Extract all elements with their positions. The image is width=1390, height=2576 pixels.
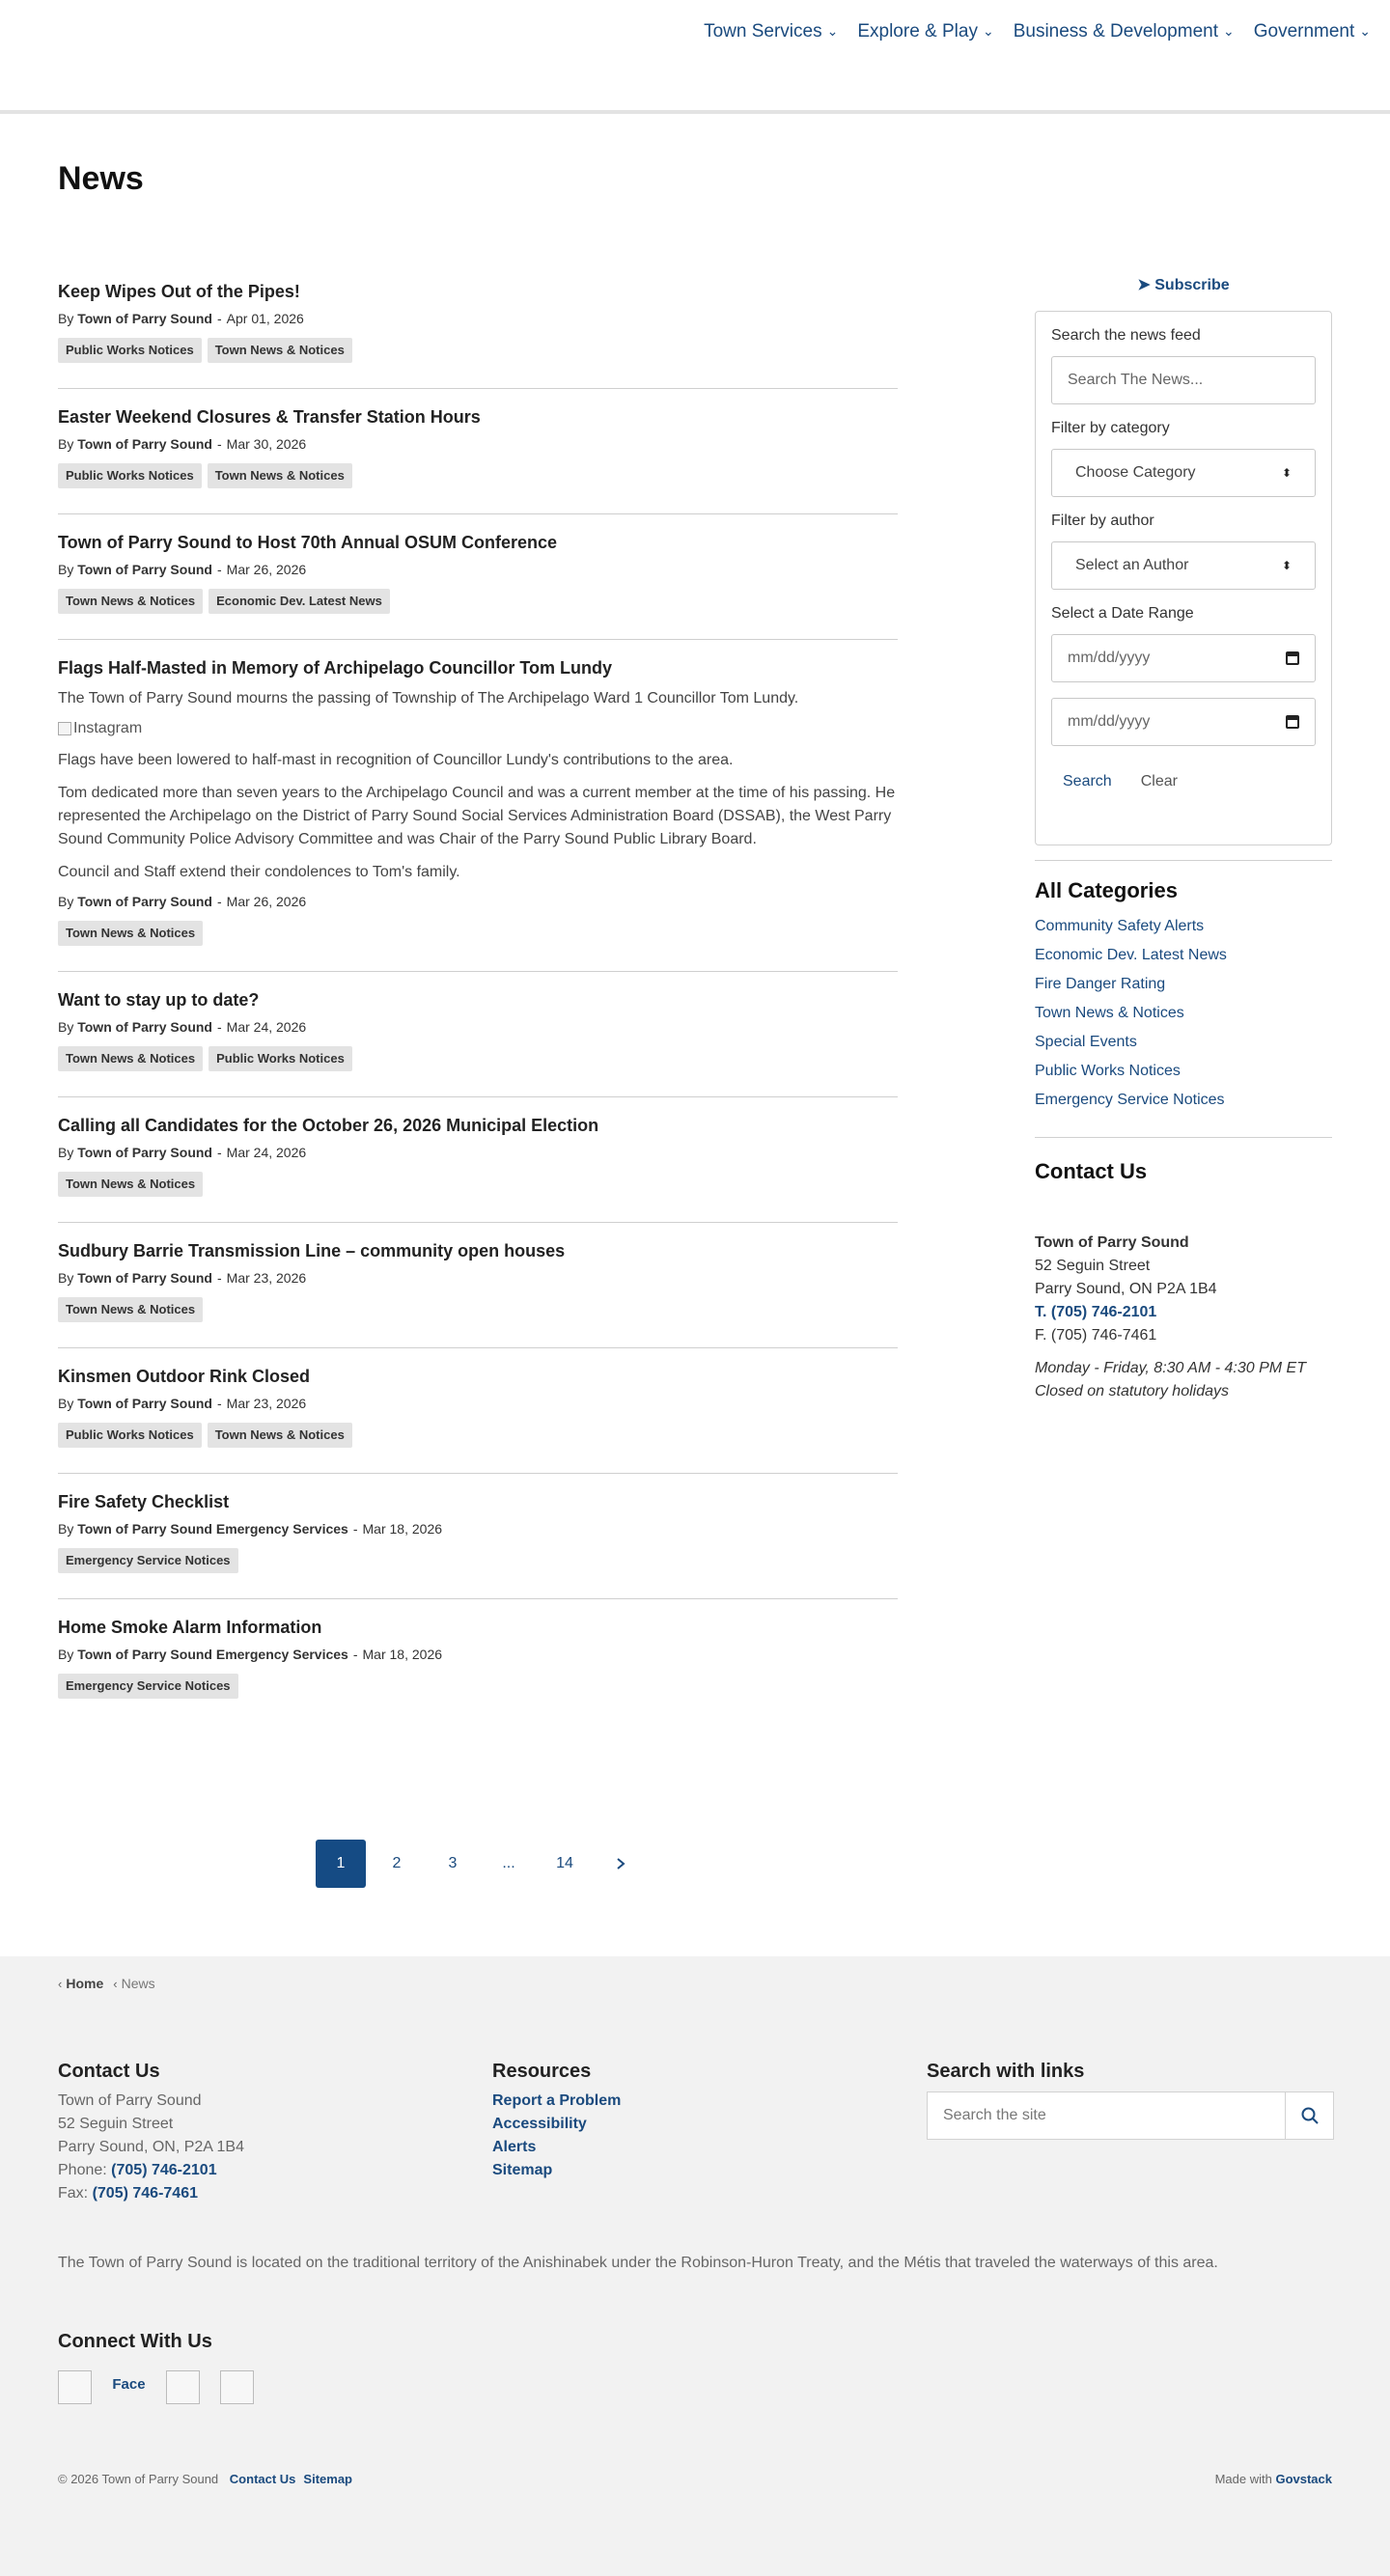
search-button[interactable]: Search	[1063, 773, 1112, 789]
footer-street: 52 Seguin Street	[58, 2116, 174, 2132]
article-byline	[58, 1145, 898, 1160]
chevron-down-icon: ⌄	[826, 22, 839, 39]
made-with	[1215, 2472, 1332, 2486]
facebook-alt: Face	[112, 2376, 146, 2393]
divider	[1035, 860, 1332, 861]
resources-heading: Resources	[492, 2061, 592, 2082]
excerpt-paragraph: Council and Staff extend their condolences to Tom's family.	[58, 864, 460, 880]
category-list	[1035, 917, 1227, 1120]
byline-separator: -	[216, 311, 222, 326]
article-date: Mar 23, 2026	[226, 1396, 307, 1411]
byline-separator: -	[352, 1521, 358, 1537]
article-excerpt	[58, 687, 898, 884]
article-byline	[58, 1396, 898, 1411]
breadcrumb	[58, 1976, 155, 1991]
article-tags	[58, 1172, 898, 1197]
sidebar-contact	[1035, 1232, 1306, 1403]
article-tags	[58, 1423, 898, 1448]
resource-link[interactable]: Alerts	[492, 2139, 537, 2155]
news-filter-box	[1035, 311, 1332, 845]
category-tag[interactable]: Town News & Notices	[208, 463, 352, 488]
article-tags	[58, 589, 898, 614]
page-title: News	[58, 160, 144, 197]
article-byline	[58, 436, 898, 452]
news-article	[58, 658, 898, 972]
byline-separator: -	[216, 436, 222, 452]
nav-business-development[interactable]	[1014, 21, 1235, 42]
date-range-label: Select a Date Range	[1051, 605, 1194, 622]
image-icon	[58, 722, 71, 735]
date-placeholder: mm/dd/yyyy	[1068, 650, 1151, 666]
byline-separator: -	[216, 1145, 222, 1160]
article-title-link[interactable]: Want to stay up to date?	[58, 990, 260, 1010]
byline-separator: -	[216, 1270, 222, 1286]
article-author-link[interactable]: Town of Parry Sound	[77, 1396, 212, 1411]
news-article	[58, 1241, 898, 1348]
next-page-button[interactable]	[596, 1840, 646, 1888]
excerpt-paragraph: The Town of Parry Sound mourns the passing of Township of The Archipelago Ward 1 Councillor Tom Lundy.	[58, 690, 799, 706]
category-tag[interactable]: Town News & Notices	[58, 1172, 203, 1197]
footer-search	[927, 2061, 1334, 2140]
select-arrows-icon: ⬍	[1281, 559, 1292, 572]
article-author-link[interactable]: Town of Parry Sound Emergency Services	[77, 1647, 348, 1662]
social-link-3[interactable]	[166, 2370, 200, 2404]
article-author-link[interactable]: Town of Parry Sound Emergency Services	[77, 1521, 348, 1537]
article-tags	[58, 1046, 898, 1071]
made-with-label: Made with	[1214, 2472, 1272, 2486]
contact-holidays: Closed on statutory holidays	[1035, 1383, 1229, 1399]
contact-hours: Monday - Friday, 8:30 AM - 4:30 PM ET	[1035, 1360, 1306, 1376]
calendar-icon[interactable]	[1286, 651, 1299, 665]
page-button[interactable]: 2	[392, 1855, 402, 1871]
category-select[interactable]	[1051, 449, 1316, 497]
nav-town-services[interactable]	[704, 21, 838, 42]
nav-label: Town Services	[704, 21, 822, 42]
author-value: Select an Author	[1075, 557, 1189, 573]
site-search-input[interactable]	[927, 2091, 1286, 2140]
image-alt-text: Instagram	[73, 720, 143, 736]
chevron-left-icon: ‹	[113, 1976, 118, 1991]
social-link-1[interactable]	[58, 2370, 92, 2404]
category-tag[interactable]: Emergency Service Notices	[58, 1674, 238, 1699]
category-value: Choose Category	[1075, 464, 1196, 481]
date-from-input[interactable]	[1051, 634, 1316, 682]
footer-phone-row	[58, 2159, 244, 2182]
article-tags	[58, 921, 898, 946]
site-search-placeholder: Search the site	[943, 2107, 1046, 2123]
article-title-link[interactable]: Sudbury Barrie Transmission Line – community open houses	[58, 1241, 566, 1260]
category-link[interactable]: Community Safety Alerts	[1035, 918, 1205, 934]
category-link[interactable]: Special Events	[1035, 1034, 1137, 1050]
subscribe-link[interactable]	[1035, 275, 1332, 294]
byline-prefix: By	[58, 1019, 74, 1035]
article-author-link[interactable]: Town of Parry Sound	[77, 436, 212, 452]
social-links	[58, 2370, 254, 2404]
page-button[interactable]: 3	[448, 1855, 458, 1871]
footer-contact-heading: Contact Us	[58, 2061, 160, 2082]
chevron-down-icon: ⌄	[1359, 22, 1371, 39]
article-title-link[interactable]: Easter Weekend Closures & Transfer Station Hours	[58, 407, 481, 427]
resource-link[interactable]: Report a Problem	[492, 2092, 622, 2109]
article-byline	[58, 1019, 898, 1035]
article-date: Mar 30, 2026	[226, 436, 307, 452]
site-footer	[0, 1956, 1390, 2576]
article-date: Mar 26, 2026	[226, 562, 307, 577]
social-link-4[interactable]	[220, 2370, 254, 2404]
news-article	[58, 1492, 898, 1599]
news-list	[58, 282, 898, 1742]
footer-sitemap-link[interactable]: Sitemap	[303, 2472, 352, 2486]
nav-label: Explore & Play	[857, 21, 978, 42]
news-article	[58, 990, 898, 1097]
news-article	[58, 282, 898, 389]
connect-with-us	[58, 2331, 254, 2404]
byline-prefix: By	[58, 894, 74, 909]
nav-explore-play[interactable]	[857, 21, 993, 42]
category-link[interactable]: Fire Danger Rating	[1035, 976, 1166, 992]
breadcrumb-current: News	[121, 1976, 155, 1991]
contact-heading: Contact Us	[1035, 1159, 1148, 1183]
send-icon: ➤	[1137, 277, 1151, 293]
article-tags	[58, 1674, 898, 1699]
filter-actions	[1051, 773, 1316, 790]
page-button[interactable]: 14	[556, 1855, 573, 1871]
article-date: Mar 18, 2026	[362, 1647, 443, 1662]
category-tag[interactable]: Public Works Notices	[208, 1046, 352, 1071]
byline-prefix: By	[58, 1396, 74, 1411]
category-tag[interactable]: Town News & Notices	[208, 338, 352, 363]
category-link[interactable]: Public Works Notices	[1035, 1063, 1181, 1079]
resource-link[interactable]: Accessibility	[492, 2116, 587, 2132]
chevron-right-icon	[616, 1857, 626, 1870]
category-tag[interactable]: Public Works Notices	[58, 338, 202, 363]
land-acknowledgement: The Town of Parry Sound is located on the traditional territory of the Anishinabek under the Robinson-Huron Treaty, and the Métis that traveled the waterways of this area.	[58, 2255, 1218, 2271]
date-to-input[interactable]	[1051, 698, 1316, 746]
article-byline	[58, 894, 898, 909]
search-label: Search the news feed	[1051, 327, 1201, 344]
facebook-link[interactable]	[112, 2370, 146, 2404]
chevron-down-icon: ⌄	[1222, 22, 1235, 39]
byline-prefix: By	[58, 1270, 74, 1286]
subscribe-label: Subscribe	[1154, 277, 1230, 293]
search-icon	[1300, 2106, 1320, 2125]
govstack-link[interactable]: Govstack	[1275, 2472, 1332, 2486]
search-placeholder: Search The News...	[1068, 372, 1204, 388]
divider	[1035, 1137, 1332, 1138]
footer-city: Parry Sound, ON, P2A 1B4	[58, 2139, 244, 2155]
category-tag[interactable]: Public Works Notices	[58, 463, 202, 488]
contact-street: 52 Seguin Street	[1035, 1258, 1151, 1274]
category-tag[interactable]: Town News & Notices	[58, 1046, 203, 1071]
broken-image	[58, 720, 898, 737]
category-label: Filter by category	[1051, 420, 1170, 436]
pagination	[316, 1840, 652, 1888]
excerpt-paragraph: Flags have been lowered to half-mast in recognition of Councillor Lundy's contributions to the area.	[58, 752, 734, 768]
article-title-link[interactable]: Kinsmen Outdoor Rink Closed	[58, 1367, 311, 1386]
footer-fax-row	[58, 2182, 244, 2205]
author-select[interactable]	[1051, 541, 1316, 590]
category-link[interactable]: Emergency Service Notices	[1035, 1092, 1225, 1108]
pagination-ellipsis: ...	[502, 1855, 515, 1871]
fax-label: Fax:	[58, 2185, 89, 2202]
article-date: Mar 18, 2026	[362, 1521, 443, 1537]
footer-bottom	[58, 2472, 1332, 2486]
article-author-link[interactable]: Town of Parry Sound	[77, 1270, 212, 1286]
contact-phone-link[interactable]: T. (705) 746-2101	[1035, 1304, 1157, 1320]
article-title-link[interactable]: Calling all Candidates for the October 26, 2026 Municipal Election	[58, 1116, 599, 1135]
news-article	[58, 533, 898, 640]
article-date: Mar 24, 2026	[226, 1019, 307, 1035]
contact-fax: F. (705) 746-7461	[1035, 1327, 1157, 1343]
article-tags	[58, 463, 898, 488]
calendar-icon[interactable]	[1286, 715, 1299, 729]
byline-prefix: By	[58, 1647, 74, 1662]
article-title-link[interactable]: Town of Parry Sound to Host 70th Annual OSUM Conference	[58, 533, 558, 552]
excerpt-paragraph: Tom dedicated more than seven years to the Archipelago Council and was a current member at the time of his passing. He represented the Archipelago on the District of Parry Sound Social Services Administration Board (DSSAB), the West Parry Sound Community Police Advisory Committee and was Chair of the Parry Sound Public Library Board.	[58, 785, 896, 847]
byline-separator: -	[352, 1647, 358, 1662]
byline-prefix: By	[58, 562, 74, 577]
category-tag[interactable]: Public Works Notices	[58, 1423, 202, 1448]
byline-prefix: By	[58, 311, 74, 326]
category-tag[interactable]: Economic Dev. Latest News	[208, 589, 390, 614]
article-date: Mar 23, 2026	[226, 1270, 307, 1286]
byline-prefix: By	[58, 436, 74, 452]
news-article	[58, 1367, 898, 1474]
byline-separator: -	[216, 1396, 222, 1411]
nav-government[interactable]	[1254, 21, 1371, 42]
footer-legal	[58, 2472, 352, 2486]
article-byline	[58, 311, 898, 326]
article-author-link[interactable]: Town of Parry Sound	[77, 1145, 212, 1160]
contact-city: Parry Sound, ON P2A 1B4	[1035, 1281, 1217, 1297]
byline-separator: -	[216, 894, 222, 909]
footer-resources	[492, 2061, 621, 2182]
footer-contact	[58, 2061, 244, 2205]
article-byline	[58, 1647, 898, 1662]
site-search-button[interactable]	[1286, 2091, 1334, 2140]
article-date: Mar 24, 2026	[226, 1145, 307, 1160]
author-label: Filter by author	[1051, 512, 1154, 529]
news-article	[58, 1116, 898, 1223]
byline-prefix: By	[58, 1145, 74, 1160]
nav-label: Government	[1253, 21, 1355, 42]
category-tag[interactable]: Emergency Service Notices	[58, 1548, 238, 1573]
article-byline	[58, 1270, 898, 1286]
byline-separator: -	[216, 562, 222, 577]
category-tag[interactable]: Town News & Notices	[58, 589, 203, 614]
article-title-link[interactable]: Home Smoke Alarm Information	[58, 1618, 322, 1637]
footer-org: Town of Parry Sound	[58, 2092, 202, 2109]
byline-separator: -	[216, 1019, 222, 1035]
article-title-link[interactable]: Keep Wipes Out of the Pipes!	[58, 282, 300, 301]
article-byline	[58, 562, 898, 577]
category-tag[interactable]: Town News & Notices	[58, 1297, 203, 1322]
article-tags	[58, 1548, 898, 1573]
copyright: © 2026 Town of Parry Sound	[58, 2472, 219, 2486]
footer-phone-link[interactable]: (705) 746-2101	[111, 2162, 217, 2178]
footer-contact-link[interactable]: Contact Us	[229, 2472, 296, 2486]
breadcrumb-home[interactable]: Home	[66, 1976, 104, 1991]
categories-heading: All Categories	[1035, 878, 1178, 902]
article-date: Apr 01, 2026	[226, 311, 304, 326]
page-button[interactable]: 1	[316, 1840, 366, 1888]
connect-heading: Connect With Us	[58, 2331, 212, 2352]
nav-label: Business & Development	[1013, 21, 1218, 42]
chevron-down-icon: ⌄	[982, 22, 994, 39]
footer-fax-link[interactable]: (705) 746-7461	[92, 2185, 198, 2202]
select-arrows-icon: ⬍	[1281, 466, 1292, 480]
article-byline	[58, 1521, 898, 1537]
article-date: Mar 26, 2026	[226, 894, 307, 909]
article-author-link[interactable]: Town of Parry Sound	[77, 311, 212, 326]
article-author-link[interactable]: Town of Parry Sound	[77, 562, 212, 577]
category-tag[interactable]: Town News & Notices	[58, 921, 203, 946]
category-link[interactable]: Economic Dev. Latest News	[1035, 947, 1227, 963]
clear-button[interactable]: Clear	[1140, 773, 1178, 789]
site-header	[0, 0, 1390, 114]
category-link[interactable]: Town News & Notices	[1035, 1005, 1184, 1021]
article-title-link[interactable]: Fire Safety Checklist	[58, 1492, 230, 1511]
resource-link[interactable]: Sitemap	[492, 2162, 553, 2178]
chevron-left-icon: ‹	[58, 1976, 63, 1991]
main-nav	[684, 21, 1371, 42]
byline-prefix: By	[58, 1521, 74, 1537]
site-search-form	[927, 2091, 1334, 2140]
article-tags	[58, 1297, 898, 1322]
news-search-input[interactable]	[1051, 356, 1316, 404]
category-tag[interactable]: Town News & Notices	[208, 1423, 352, 1448]
search-heading: Search with links	[927, 2061, 1085, 2082]
article-author-link[interactable]: Town of Parry Sound	[77, 1019, 212, 1035]
article-tags	[58, 338, 898, 363]
phone-label: Phone:	[58, 2162, 107, 2178]
news-article	[58, 1618, 898, 1724]
article-title-link[interactable]: Flags Half-Masted in Memory of Archipelago Councillor Tom Lundy	[58, 658, 613, 678]
date-placeholder: mm/dd/yyyy	[1068, 713, 1151, 730]
article-author-link[interactable]: Town of Parry Sound	[77, 894, 212, 909]
contact-org: Town of Parry Sound	[1035, 1234, 1189, 1251]
news-article	[58, 407, 898, 514]
